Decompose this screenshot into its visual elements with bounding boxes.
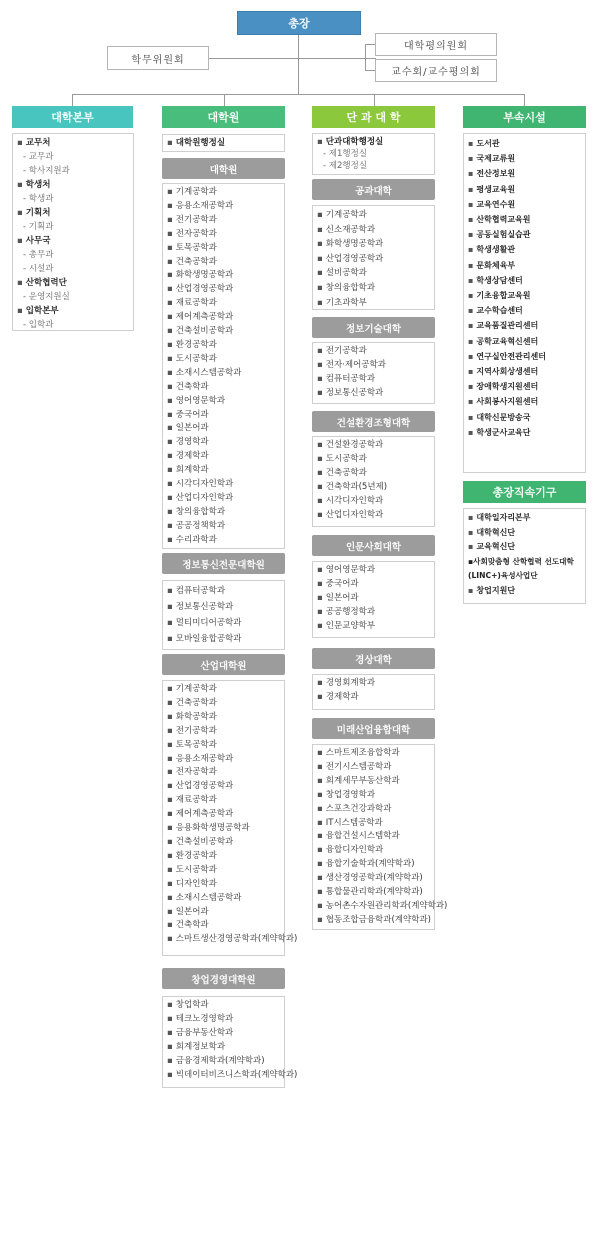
engineering-item[interactable]: ▪ 신소재공학과 <box>317 224 376 235</box>
general-grad-item[interactable]: ▪ 소재시스템공학과 <box>167 367 242 378</box>
industry-grad-item[interactable]: ▪ 제어계측공학과 <box>167 809 234 820</box>
colleges-admin-sub[interactable]: - 제1행정실 <box>323 149 368 159</box>
future-item[interactable]: ▪ 통합물관리학과(계약학과) <box>317 887 423 898</box>
construction-item[interactable]: ▪ 도시공학과 <box>317 453 367 464</box>
business-header[interactable] <box>312 648 435 669</box>
engineering-list <box>312 205 435 310</box>
humanities-item[interactable]: ▪ 인문교양학부 <box>317 620 376 631</box>
connector-line <box>224 94 225 106</box>
university-council-box[interactable] <box>375 33 497 56</box>
startup-grad-item[interactable]: ▪ 빅데이터비즈니스학과(계약학과) <box>167 1069 298 1080</box>
hq-sub[interactable]: - 학생과 <box>23 194 54 204</box>
general-grad-item[interactable]: ▪ 건축학과 <box>167 381 209 392</box>
startup-grad-title: 창업경영대학원 <box>191 974 256 986</box>
hq-group[interactable]: ▪ 학생처 <box>17 180 51 190</box>
hq-group[interactable]: ▪ 사무국 <box>17 236 51 246</box>
graduate-header[interactable] <box>162 106 285 128</box>
graduate-admin-office[interactable]: ▪ 대학원행정실 <box>167 138 226 148</box>
hq-sub[interactable]: - 교무과 <box>23 152 54 162</box>
future-item[interactable]: ▪ 융합기술학과(계약학과) <box>317 859 415 870</box>
colleges-title: 단 과 대 학 <box>346 111 401 124</box>
facility-item[interactable]: ▪ 교육품질관리센터 <box>468 321 539 331</box>
industry-grad-item[interactable]: ▪ 화학공학과 <box>167 711 217 722</box>
direct-list <box>463 508 586 604</box>
facilities-title: 부속시설 <box>503 111 546 124</box>
engineering-item[interactable]: ▪ 창의융합학과 <box>317 282 376 293</box>
facility-item[interactable]: ▪ 국제교류원 <box>468 154 516 164</box>
industry-grad-item[interactable]: ▪ 건축설비공학과 <box>167 836 234 847</box>
hq-group[interactable]: ▪ 교무처 <box>17 138 51 148</box>
direct-item[interactable]: ▪ 창업지원단 <box>468 585 516 595</box>
connector-line <box>365 70 375 71</box>
direct-header[interactable] <box>463 481 586 503</box>
general-grad-item[interactable]: ▪ 창의융합학과 <box>167 506 226 517</box>
general-grad-item[interactable]: ▪ 경제학과 <box>167 451 209 462</box>
direct-item[interactable]: ▪사회맞춤형 산학협력 선도대학(LINC+)육성사업단 <box>468 556 574 580</box>
humanities-list <box>312 561 435 638</box>
construction-item[interactable]: ▪ 건축학과(5년제) <box>317 481 388 492</box>
hq-sub[interactable]: - 총무과 <box>23 250 54 260</box>
facility-item[interactable]: ▪ 공학교육혁신센터 <box>468 336 539 346</box>
facility-item[interactable]: ▪ 문화체육부 <box>468 260 516 270</box>
industry-grad-item[interactable]: ▪ 소재시스템공학과 <box>167 892 242 903</box>
president-box[interactable] <box>237 11 361 35</box>
general-grad-item[interactable]: ▪ 회계학과 <box>167 465 209 476</box>
headquarters-title: 대학본부 <box>51 111 94 124</box>
facility-item[interactable]: ▪ 학생상담센터 <box>468 275 523 285</box>
engineering-item[interactable]: ▪ 설비공학과 <box>317 268 367 279</box>
general-grad-item[interactable]: ▪ 일본어과 <box>167 423 209 434</box>
industry-grad-item[interactable]: ▪ 산업경영공학과 <box>167 781 234 792</box>
industry-grad-item[interactable]: ▪ 기계공학과 <box>167 684 217 694</box>
humanities-header[interactable] <box>312 535 435 556</box>
graduate-admin-box <box>162 134 285 152</box>
facility-item[interactable]: ▪ 평생교육원 <box>468 184 516 194</box>
it-grad-header[interactable] <box>162 553 285 574</box>
it-grad-item[interactable]: ▪ 정보통신공학과 <box>167 602 234 612</box>
hq-group[interactable]: ▪ 입학본부 <box>17 306 59 316</box>
connector-line <box>365 44 375 45</box>
facility-item[interactable]: ▪ 학생생활관 <box>468 245 516 255</box>
general-grad-item[interactable]: ▪ 중국어과 <box>167 409 209 420</box>
general-grad-item[interactable]: ▪ 공공정책학과 <box>167 520 226 531</box>
humanities-item[interactable]: ▪ 중국어과 <box>317 578 359 589</box>
industry-grad-item[interactable]: ▪ 응용화학생명공학과 <box>167 823 250 834</box>
startup-grad-list <box>162 996 298 1088</box>
construction-item[interactable]: ▪ 산업디자인학과 <box>317 509 384 520</box>
hq-group[interactable]: ▪ 산학협력단 <box>17 278 67 288</box>
general-grad-item[interactable]: ▪ 재료공학과 <box>167 298 217 309</box>
infotech-item[interactable]: ▪ 전기공학과 <box>317 346 367 356</box>
connector-line <box>524 94 525 106</box>
hq-sub[interactable]: - 학사지원과 <box>23 166 70 176</box>
hq-sub[interactable]: - 시설과 <box>23 264 54 274</box>
engineering-item[interactable]: ▪ 화학생명공학과 <box>317 239 384 250</box>
startup-grad-item[interactable]: ▪ 테크노경영학과 <box>167 1013 234 1024</box>
colleges-admin-office[interactable]: ▪ 단과대학행정실 <box>317 137 384 147</box>
industry-grad-list <box>162 680 298 956</box>
startup-grad-item[interactable]: ▪ 금융경제학과(계약학과) <box>167 1055 265 1066</box>
general-grad-list <box>162 183 285 549</box>
humanities-item[interactable]: ▪ 일본어과 <box>317 592 359 603</box>
infotech-item[interactable]: ▪ 전자·제어공학과 <box>317 359 386 370</box>
general-grad-item[interactable]: ▪ 제어계측공학과 <box>167 312 234 323</box>
faculty-council-label: 교수회/교수평의회 <box>391 67 481 78</box>
future-item[interactable]: ▪ 협동조합금융학과(계약학과) <box>317 914 431 925</box>
industry-grad-item[interactable]: ▪ 건축학과 <box>167 920 209 931</box>
startup-grad-item[interactable]: ▪ 창업학과 <box>167 1000 209 1010</box>
facilities-list <box>463 133 586 473</box>
facility-item[interactable]: ▪ 교육연수원 <box>468 199 516 209</box>
connector-line <box>298 34 299 94</box>
facility-item[interactable]: ▪ 장애학생지원센터 <box>468 382 539 392</box>
business-title: 경상대학 <box>355 654 392 666</box>
it-grad-item[interactable]: ▪ 모바일융합공학과 <box>167 634 242 644</box>
connector-line <box>72 94 525 95</box>
general-grad-item[interactable]: ▪ 영어영문학과 <box>167 395 226 406</box>
facility-item[interactable]: ▪ 공동실험실습관 <box>468 230 531 240</box>
direct-item[interactable]: ▪ 교육혁신단 <box>468 542 516 551</box>
startup-grad-item[interactable]: ▪ 회계정보학과 <box>167 1041 226 1052</box>
engineering-header[interactable] <box>312 179 435 200</box>
future-item[interactable]: ▪ 스포츠건강과학과 <box>317 803 392 814</box>
general-grad-title: 대학원 <box>209 164 238 176</box>
general-grad-item[interactable]: ▪ 응용소재공학과 <box>167 200 234 211</box>
industry-grad-item[interactable]: ▪ 도시공학과 <box>167 864 217 875</box>
business-item[interactable]: ▪ 경제학과 <box>317 691 359 702</box>
future-item[interactable]: ▪ 융합건설시스템학과 <box>317 831 400 842</box>
it-grad-item[interactable]: ▪ 컴퓨터공학과 <box>167 586 226 596</box>
facilities-header[interactable] <box>463 106 586 128</box>
future-list <box>312 744 448 930</box>
construction-item[interactable]: ▪ 건설환경공학과 <box>317 440 384 450</box>
startup-grad-item[interactable]: ▪ 금융부동산학과 <box>167 1027 234 1038</box>
industry-grad-item[interactable]: ▪ 일본어과 <box>167 906 209 917</box>
future-item[interactable]: ▪ 생산경영공학과(계약학과) <box>317 873 423 884</box>
infotech-header[interactable] <box>312 317 435 338</box>
general-grad-item[interactable]: ▪ 산업경영공학과 <box>167 284 234 295</box>
future-item[interactable]: ▪ 융합디자인학과 <box>317 845 384 856</box>
president-label: 총장 <box>288 17 310 30</box>
industry-grad-header[interactable] <box>162 654 285 675</box>
it-grad-list <box>162 580 285 650</box>
future-item[interactable]: ▪ 전기시스템공학과 <box>317 761 392 772</box>
colleges-admin-sub[interactable]: - 제2행정실 <box>323 161 368 171</box>
general-grad-item[interactable]: ▪ 건축공학과 <box>167 256 217 267</box>
engineering-title: 공과대학 <box>355 185 392 197</box>
connector-line <box>365 44 366 70</box>
future-item[interactable]: ▪ IT시스템공학과 <box>317 817 383 828</box>
future-title: 미래산업융합대학 <box>336 724 411 736</box>
general-grad-item[interactable]: ▪ 환경공학과 <box>167 339 217 350</box>
direct-item[interactable]: ▪ 대학일자리본부 <box>468 513 531 522</box>
future-item[interactable]: ▪ 스마트제조융합학과 <box>317 748 400 758</box>
infotech-item[interactable]: ▪ 정보통신공학과 <box>317 387 384 398</box>
future-item[interactable]: ▪ 농어촌수자원관리학과(계약학과) <box>317 900 448 911</box>
general-grad-item[interactable]: ▪ 전자공학과 <box>167 228 217 239</box>
colleges-admin-box <box>312 133 435 175</box>
infotech-list <box>312 342 435 404</box>
construction-item[interactable]: ▪ 건축공학과 <box>317 467 367 478</box>
industry-grad-item[interactable]: ▪ 환경공학과 <box>167 850 217 861</box>
university-council-label: 대학평의원회 <box>404 41 468 52</box>
connector-line <box>208 58 298 59</box>
engineering-item[interactable]: ▪ 기초과학부 <box>317 297 367 308</box>
it-grad-title: 정보통신전문대학원 <box>182 559 265 571</box>
academic-committee-label: 학무위원회 <box>131 54 185 66</box>
facility-item[interactable]: ▪ 학생군사교육단 <box>468 427 531 437</box>
general-grad-item[interactable]: ▪ 기계공학과 <box>167 187 217 197</box>
business-item[interactable]: ▪ 경영회계학과 <box>317 678 376 688</box>
general-grad-item[interactable]: ▪ 건축설비공학과 <box>167 326 234 337</box>
startup-grad-header[interactable] <box>162 968 285 989</box>
infotech-item[interactable]: ▪ 컴퓨터공학과 <box>317 373 376 384</box>
general-grad-item[interactable]: ▪ 도시공학과 <box>167 353 217 364</box>
connector-line <box>72 94 73 106</box>
facility-item[interactable]: ▪ 산학협력교육원 <box>468 215 531 225</box>
hq-sub[interactable]: - 기획과 <box>23 222 54 232</box>
graduate-title: 대학원 <box>207 111 240 124</box>
general-grad-header[interactable] <box>162 158 285 179</box>
industry-grad-item[interactable]: ▪ 스마트생산경영공학과(계약학과) <box>167 934 298 945</box>
general-grad-item[interactable]: ▪ 수리과학과 <box>167 534 217 545</box>
colleges-header[interactable] <box>312 106 435 128</box>
general-grad-item[interactable]: ▪ 토목공학과 <box>167 242 217 253</box>
engineering-item[interactable]: ▪ 기계공학과 <box>317 210 367 220</box>
facility-item[interactable]: ▪ 사회봉사지원센터 <box>468 397 539 407</box>
general-grad-item[interactable]: ▪ 산업디자인학과 <box>167 492 234 503</box>
faculty-council-box[interactable] <box>375 59 497 82</box>
construction-header[interactable] <box>312 411 435 432</box>
industry-grad-item[interactable]: ▪ 재료공학과 <box>167 795 217 806</box>
construction-item[interactable]: ▪ 시각디자인학과 <box>317 495 384 506</box>
future-item[interactable]: ▪ 창업경영학과 <box>317 789 376 800</box>
industry-grad-item[interactable]: ▪ 건축공학과 <box>167 697 217 708</box>
it-grad-item[interactable]: ▪ 멀티미디어공학과 <box>167 618 242 628</box>
construction-list <box>312 436 435 527</box>
future-item[interactable]: ▪ 회계세무부동산학과 <box>317 775 400 786</box>
connector-line <box>374 94 375 106</box>
facility-item[interactable]: ▪ 연구실안전관리센터 <box>468 351 546 361</box>
facility-item[interactable]: ▪ 전산정보원 <box>468 169 516 179</box>
industry-grad-item[interactable]: ▪ 디자인학과 <box>167 878 217 889</box>
humanities-title: 인문사회대학 <box>345 541 402 553</box>
facility-item[interactable]: ▪ 대학신문방송국 <box>468 412 531 422</box>
headquarters-header[interactable] <box>12 106 133 128</box>
hq-group[interactable]: ▪ 기획처 <box>17 208 51 218</box>
academic-committee-box[interactable] <box>107 46 209 70</box>
humanities-item[interactable]: ▪ 영어영문학과 <box>317 565 376 575</box>
general-grad-item[interactable]: ▪ 전기공학과 <box>167 214 217 225</box>
industry-grad-item[interactable]: ▪ 응용소재공학과 <box>167 753 234 764</box>
infotech-title: 정보기술대학 <box>345 323 402 335</box>
industry-grad-item[interactable]: ▪ 전기공학과 <box>167 725 217 736</box>
headquarters-list <box>12 133 134 331</box>
humanities-item[interactable]: ▪ 공공행정학과 <box>317 606 376 617</box>
facility-item[interactable]: ▪ 교수학습센터 <box>468 306 523 316</box>
construction-title: 건설환경조형대학 <box>336 417 411 429</box>
facility-item[interactable]: ▪ 지역사회상생센터 <box>468 367 539 377</box>
hq-sub[interactable]: - 운영지원실 <box>23 292 70 302</box>
hq-sub[interactable]: - 입학과 <box>23 320 54 330</box>
direct-item[interactable]: ▪ 대학혁신단 <box>468 527 516 537</box>
direct-title: 총장직속기구 <box>492 486 557 499</box>
future-header[interactable] <box>312 718 435 739</box>
general-grad-item[interactable]: ▪ 경영학과 <box>167 437 209 448</box>
industry-grad-item[interactable]: ▪ 토목공학과 <box>167 739 217 750</box>
facility-item[interactable]: ▪ 기초융합교육원 <box>468 291 531 301</box>
facility-item[interactable]: ▪ 도서관 <box>468 139 500 148</box>
general-grad-item[interactable]: ▪ 화학생명공학과 <box>167 270 234 281</box>
industry-grad-title: 산업대학원 <box>200 660 247 672</box>
industry-grad-item[interactable]: ▪ 전자공학과 <box>167 767 217 778</box>
business-list <box>312 674 435 710</box>
general-grad-item[interactable]: ▪ 시각디자인학과 <box>167 479 234 490</box>
engineering-item[interactable]: ▪ 산업경영공학과 <box>317 253 384 264</box>
